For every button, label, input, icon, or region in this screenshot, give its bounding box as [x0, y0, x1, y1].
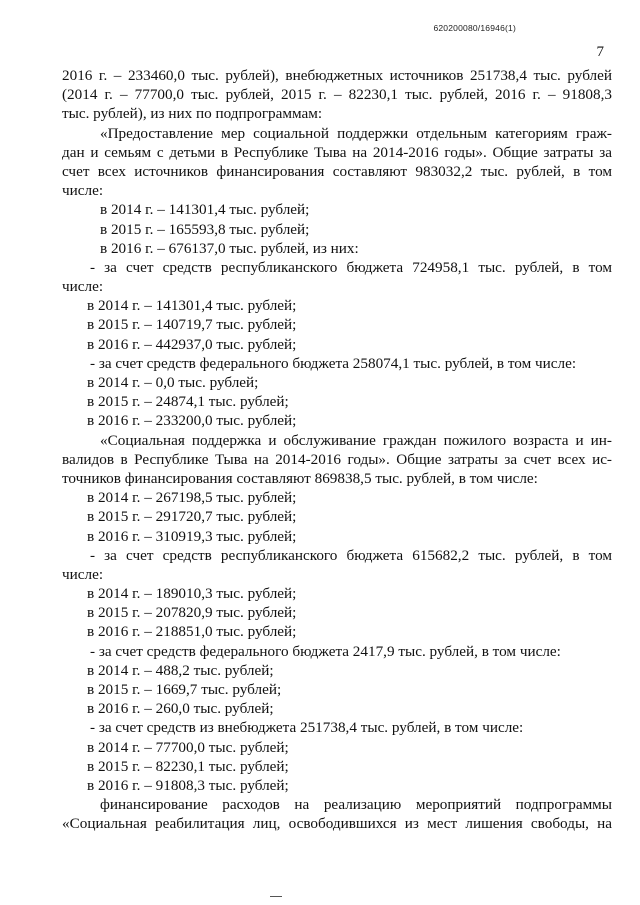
text-line: числе:	[62, 278, 104, 296]
document-body	[62, 66, 612, 834]
text-line: в 2014 г. – 267198,5 тыс. рублей;	[87, 489, 297, 507]
text-line: в 2016 г. – 218851,0 тыс. рублей;	[87, 623, 297, 641]
text-line: в 2016 г. – 91808,3 тыс. рублей;	[87, 776, 289, 794]
text-line: в 2014 г. – 77700,0 тыс. рублей;	[87, 738, 289, 756]
text-line: в 2014 г. – 141301,4 тыс. рублей;	[100, 201, 310, 219]
text-line: в 2014 г. – 488,2 тыс. рублей;	[87, 661, 274, 679]
text-line: в 2015 г. – 82230,1 тыс. рублей;	[87, 757, 289, 775]
text-line: в 2014 г. – 0,0 тыс. рублей;	[87, 374, 259, 391]
text-line: в 2015 г. – 291720,7 тыс. рублей;	[87, 508, 297, 526]
text-line: в 2015 г. – 207820,9 тыс. рублей;	[87, 604, 297, 622]
text-line: в 2016 г. – 442937,0 тыс. рублей;	[87, 335, 297, 353]
text-line: (2014 г. – 77700,0 тыс. рублей, 2015 г. – 82230,1 тыс. рублей, 2016 г. – 91808,3	[62, 86, 612, 104]
text-line: в 2016 г. – 233200,0 тыс. рублей;	[87, 412, 297, 430]
text-line: счет всех источников финансирования составляют 983032,2 тыс. рублей, в том	[62, 162, 612, 180]
text-line: - за счет средств из внебюджета 251738,4 тыс. рублей, в том числе:	[90, 719, 524, 737]
footer-mark	[270, 896, 282, 897]
text-line: - за счет средств республиканского бюджета 724958,1 тыс. рублей, в том	[90, 258, 612, 276]
document-id: 620200080/16946(1)	[433, 23, 516, 33]
text-line: в 2014 г. – 141301,4 тыс. рублей;	[87, 297, 297, 315]
text-line: в 2015 г. – 140719,7 тыс. рублей;	[87, 316, 297, 334]
text-line: числе:	[62, 565, 104, 583]
text-line: в 2016 г. – 310919,3 тыс. рублей;	[87, 527, 297, 545]
text-line: дан и семьям с детьми в Республике Тыва на 2014-2016 годы». Общие затраты за	[62, 143, 612, 161]
text-line: в 2015 г. – 165593,8 тыс. рублей;	[100, 220, 310, 238]
text-line: числе:	[62, 182, 104, 200]
text-line: в 2015 г. – 1669,7 тыс. рублей;	[87, 681, 282, 698]
text-line: в 2015 г. – 24874,1 тыс. рублей;	[87, 393, 289, 411]
page-number: 7	[596, 44, 604, 60]
text-line: - за счет средств федерального бюджета 2417,9 тыс. рублей, в том числе:	[90, 642, 561, 660]
text-line: точников финансирования составляют 869838,5 тыс. рублей, в том числе:	[62, 469, 538, 487]
text-line: в 2016 г. – 260,0 тыс. рублей;	[87, 700, 274, 718]
text-line: валидов в Республике Тыва на 2014-2016 годы». Общие затраты за счет всех ис-	[62, 450, 612, 468]
text-line: «Социальная поддержка и обслуживание граждан пожилого возраста и ин-	[100, 431, 612, 449]
text-line: - за счет средств республиканского бюджета 615682,2 тыс. рублей, в том	[90, 546, 612, 564]
text-line: 2016 г. – 233460,0 тыс. рублей), внебюджетных источников 251738,4 тыс. рублей	[62, 67, 612, 84]
text-line: тыс. рублей), из них по подпрограммам:	[62, 105, 323, 123]
text-line: в 2014 г. – 189010,3 тыс. рублей;	[87, 585, 297, 603]
text-line: - за счет средств федерального бюджета 258074,1 тыс. рублей, в том числе:	[90, 354, 577, 372]
text-line: «Социальная реабилитация лиц, освободившихся из мест лишения свободы, на	[62, 815, 612, 833]
text-line: в 2016 г. – 676137,0 тыс. рублей, из них:	[100, 239, 359, 257]
text-line: «Предоставление мер социальной поддержки отдельным категориям граж-	[100, 124, 612, 142]
text-line: финансирование расходов на реализацию мероприятий подпрограммы	[100, 796, 612, 814]
